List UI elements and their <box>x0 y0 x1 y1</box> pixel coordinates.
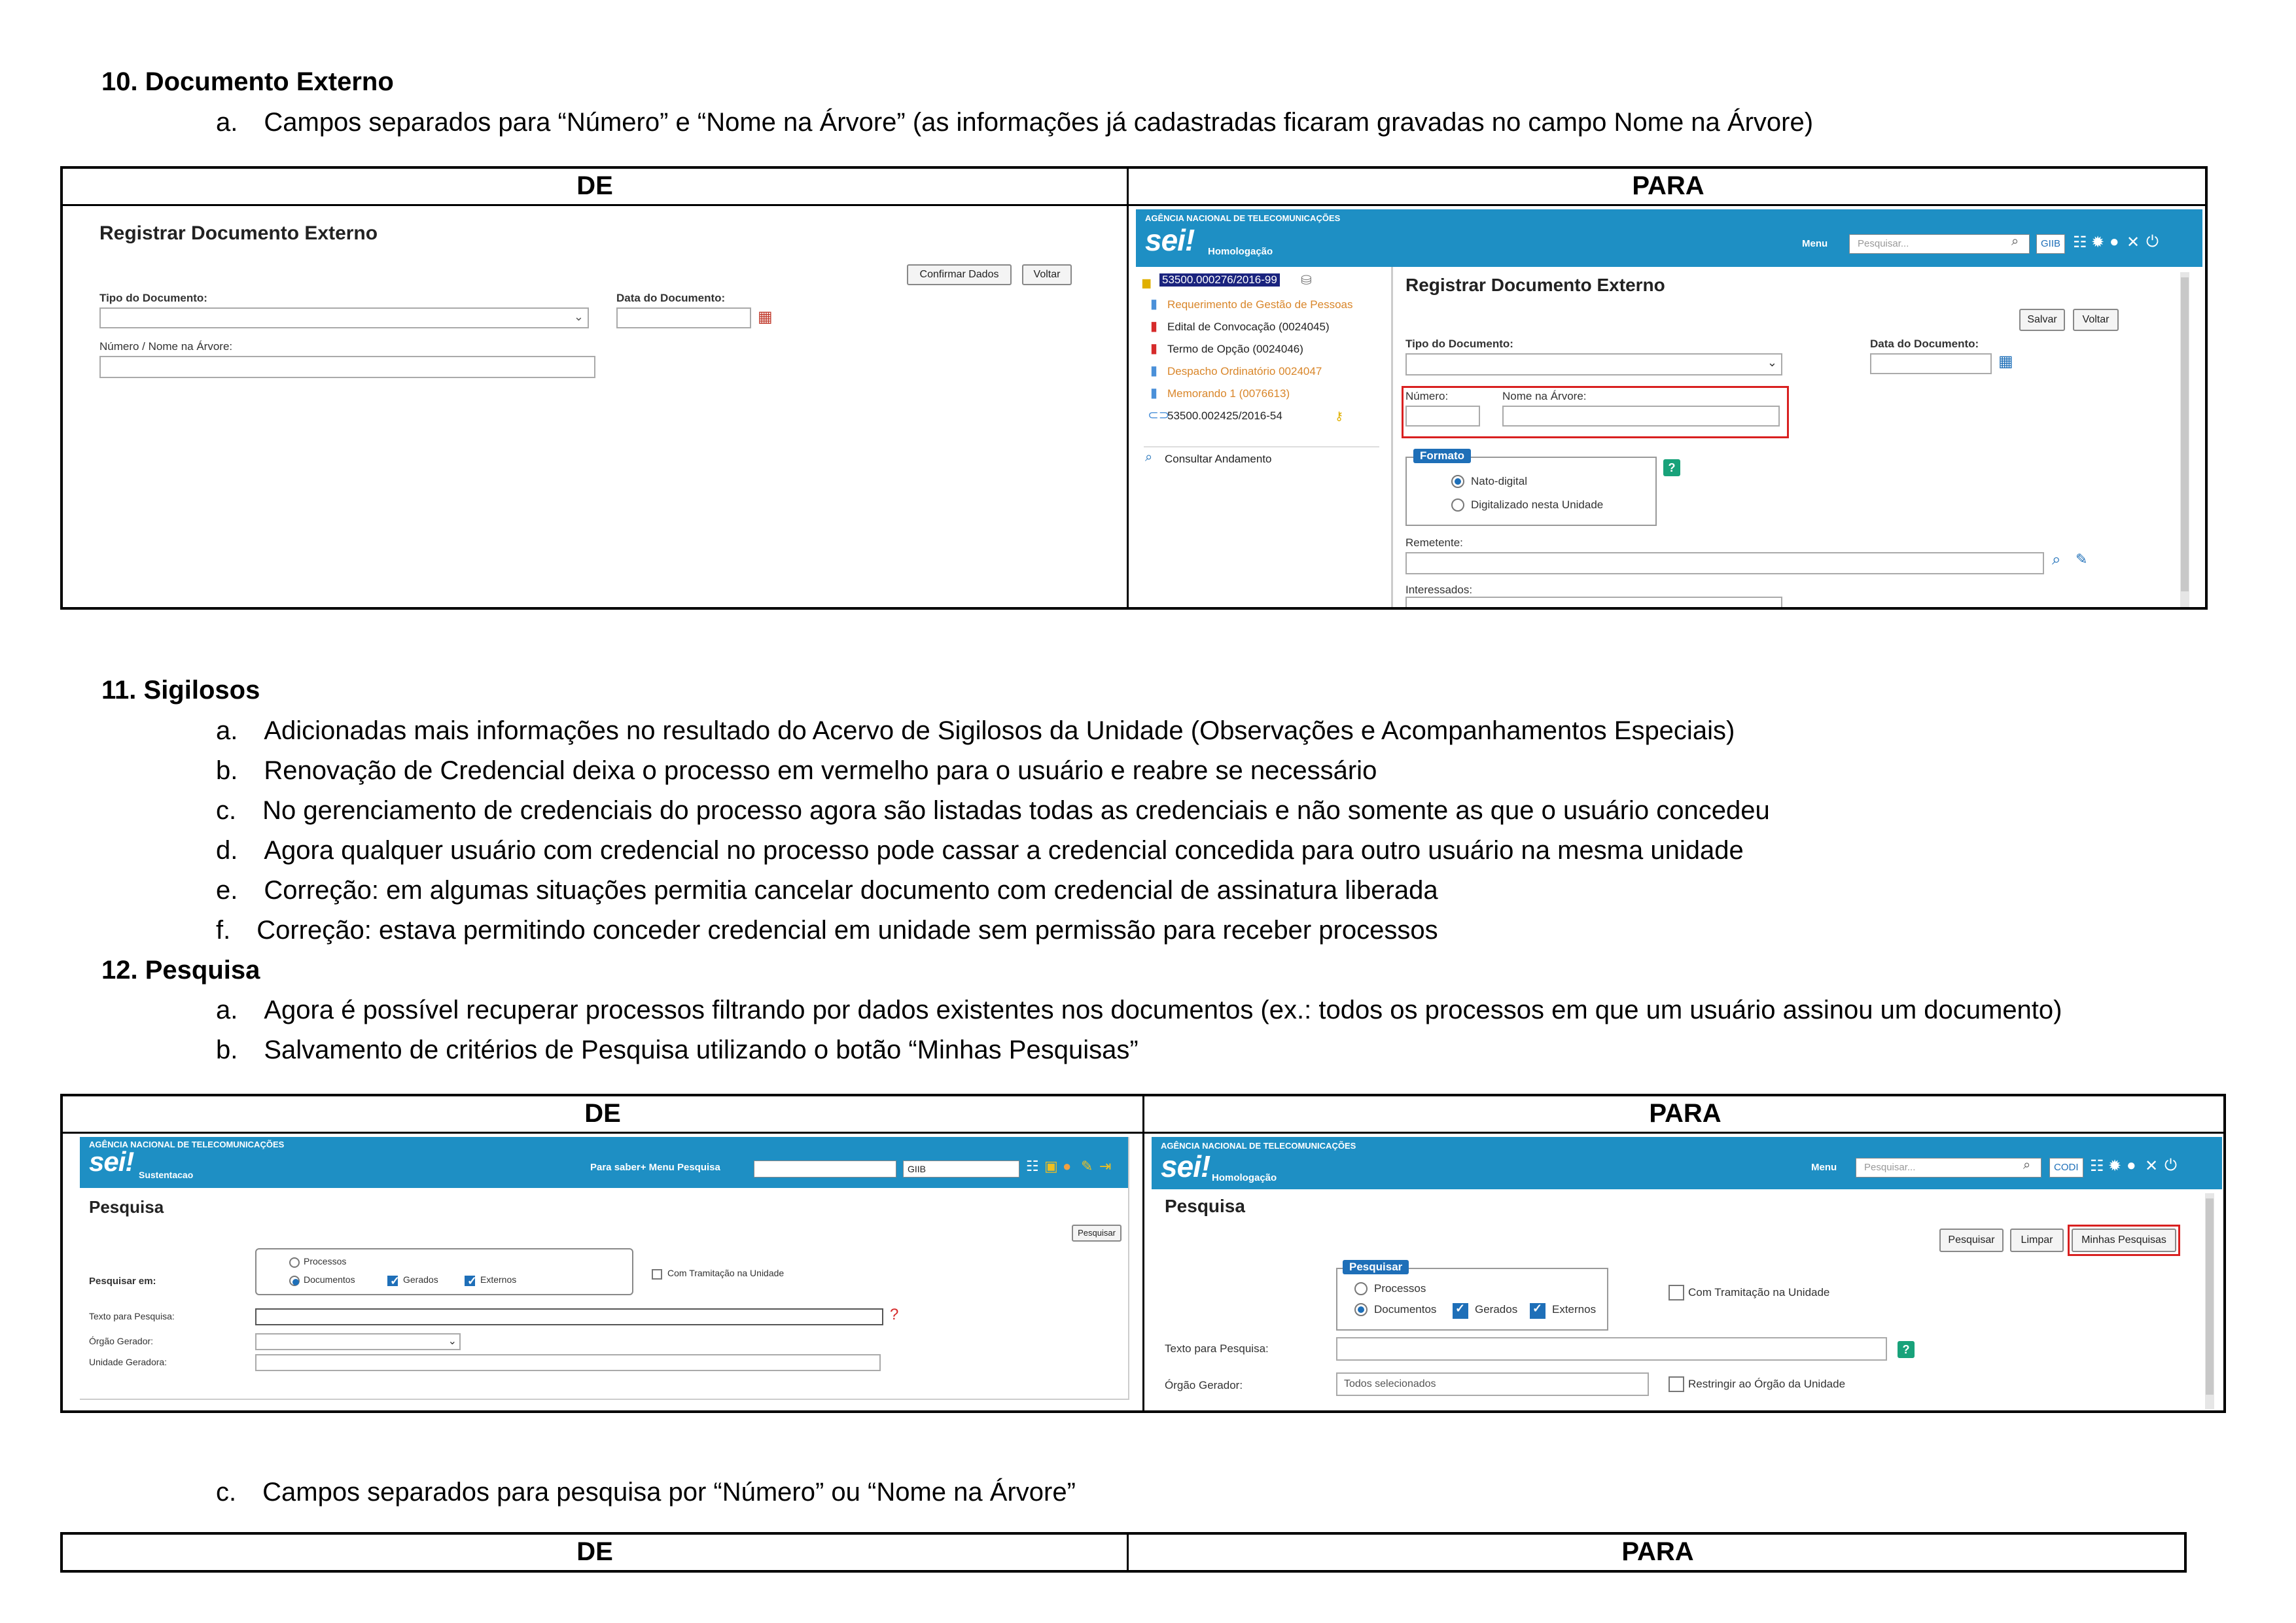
section-11-item-b: b. Renovação de Credencial deixa o processo em vermelho para o usuário e reabre se necessário <box>216 756 1377 785</box>
tree-item[interactable]: Edital de Convocação (0024045) <box>1167 321 1330 333</box>
interessados-label: Interessados: <box>1405 584 1473 596</box>
column-para: PARA <box>1632 171 1704 200</box>
radio-processos[interactable] <box>1354 1282 1368 1295</box>
search-button[interactable]: Pesquisar <box>1072 1225 1122 1242</box>
notification-icon[interactable]: ▣ <box>1044 1158 1058 1174</box>
save-button[interactable]: Salvar <box>2019 309 2065 331</box>
chevron-down-icon: ⌄ <box>448 1336 457 1347</box>
page-title: Registrar Documento Externo <box>1405 275 1665 295</box>
unidade-label: Unidade Geradora: <box>89 1357 168 1367</box>
radio-nato-label: Nato-digital <box>1471 475 1527 487</box>
help-icon[interactable]: ? <box>1898 1341 1915 1358</box>
radio-documentos[interactable] <box>1354 1303 1368 1316</box>
checkbox-gerados-label: Gerados <box>1475 1303 1518 1316</box>
scrollbar-thumb[interactable] <box>2206 1198 2214 1395</box>
environment-label: Homologação <box>1212 1172 1277 1183</box>
unit-select[interactable]: GIIB <box>903 1161 1019 1178</box>
search-input[interactable] <box>754 1161 896 1178</box>
radio-processos-label: Processos <box>1374 1282 1426 1295</box>
column-de: DE <box>576 1537 613 1566</box>
tipo-select[interactable] <box>99 307 589 328</box>
checkbox-tramitacao[interactable] <box>1669 1285 1684 1300</box>
agency-name: AGÊNCIA NACIONAL DE TELECOMUNICAÇÕES <box>1161 1141 1356 1151</box>
edit-icon[interactable]: ✎ <box>2075 551 2088 567</box>
texto-input[interactable] <box>1336 1337 1887 1361</box>
tipo-select[interactable] <box>1405 353 1782 375</box>
agency-name: AGÊNCIA NACIONAL DE TELECOMUNICAÇÕES <box>89 1140 285 1149</box>
orgao-label: Órgão Gerador: <box>89 1336 154 1346</box>
section-12-heading: 12. Pesquisa <box>101 956 260 985</box>
search-input[interactable]: Pesquisar... <box>1849 234 2030 254</box>
radio-documentos-label: Documentos <box>304 1274 355 1285</box>
search-in-fieldset <box>255 1248 633 1295</box>
radio-documentos[interactable] <box>289 1276 300 1286</box>
page-title: Registrar Documento Externo <box>99 222 378 244</box>
checkbox-externos-label: Externos <box>480 1274 517 1285</box>
user-icon[interactable]: ● <box>2110 233 2119 251</box>
checkbox-gerados-label: Gerados <box>403 1274 438 1285</box>
section-11-item-f: f. Correção: estava permitindo conceder credencial em unidade sem permissão para receber processos <box>216 916 1438 945</box>
checkbox-externos[interactable] <box>1530 1303 1545 1319</box>
sei-logo: sei! <box>1145 223 1195 257</box>
unit-select[interactable]: GIIB <box>2036 234 2065 254</box>
unidade-input[interactable] <box>255 1354 881 1371</box>
power-icon[interactable]: ⏻ <box>2164 1157 2177 1174</box>
app-header <box>1152 1137 2222 1189</box>
link-icon: ⊂⊃ <box>1148 408 1170 423</box>
checkbox-gerados[interactable] <box>387 1276 398 1286</box>
section-10-heading: 10. Documento Externo <box>101 67 394 96</box>
data-label: Data do Documento: <box>1870 338 1979 350</box>
comparison-table-2 <box>60 1094 2226 1413</box>
nome-label: Nome na Árvore: <box>1502 390 1587 402</box>
radio-digitalizado[interactable] <box>1451 498 1464 512</box>
help-icon[interactable]: ? <box>1663 459 1680 476</box>
calendar-icon[interactable]: ▦ <box>1998 353 2013 370</box>
nome-input[interactable] <box>1502 406 1780 427</box>
help-icon[interactable]: ? <box>890 1306 899 1323</box>
numero-label: Número: <box>1405 390 1449 402</box>
tree-item[interactable]: Memorando 1 (0076613) <box>1167 387 1290 400</box>
de-screenshot-pesquisa <box>80 1137 1129 1400</box>
formato-fieldset <box>1405 457 1657 526</box>
column-para: PARA <box>1621 1537 1694 1566</box>
database-icon: ⛁ <box>1301 273 1312 288</box>
header-divider <box>63 204 2205 206</box>
back-button[interactable]: Voltar <box>2073 309 2119 331</box>
pdf-icon: ▮ <box>1150 341 1158 356</box>
my-searches-button[interactable]: Minhas Pesquisas <box>2072 1229 2176 1252</box>
chevron-down-icon: ⌄ <box>1767 356 1777 369</box>
agency-name: AGÊNCIA NACIONAL DE TELECOMUNICAÇÕES <box>1145 213 1341 223</box>
section-11-item-c: c. No gerenciamento de credenciais do processo agora são listadas todas as credenciais e não somente as que o usuário concedeu <box>216 796 1770 825</box>
clear-button[interactable]: Limpar <box>2010 1229 2064 1252</box>
checkbox-gerados[interactable] <box>1453 1303 1468 1319</box>
scrollbar[interactable] <box>2205 1193 2214 1409</box>
checkbox-externos-label: Externos <box>1552 1303 1597 1316</box>
texto-label: Texto para Pesquisa: <box>89 1311 175 1321</box>
interessados-input[interactable] <box>1405 597 1782 610</box>
search-icon: ⌕ <box>1145 450 1153 464</box>
remetente-input[interactable] <box>1405 552 2044 574</box>
search-input[interactable]: Pesquisar... <box>1856 1158 2041 1178</box>
numero-label: Número / Nome na Árvore: <box>99 340 233 353</box>
search-in-label: Pesquisar em: <box>89 1276 156 1287</box>
page-title: Pesquisa <box>1165 1196 1245 1216</box>
section-11-item-e: e. Correção: em algumas situações permitia cancelar documento com credencial de assinatura liberada <box>216 876 1438 905</box>
orgao-label: Órgão Gerador: <box>1165 1379 1243 1391</box>
section-12-item-c: c. Campos separados para pesquisa por “Número” ou “Nome na Árvore” <box>216 1478 1076 1507</box>
section-11-heading: 11. Sigilosos <box>101 676 260 705</box>
de-screenshot-registrar <box>76 209 1123 602</box>
para-screenshot-pesquisa <box>1152 1137 2222 1409</box>
radio-digitalizado-label: Digitalizado nesta Unidade <box>1471 498 1604 511</box>
key-icon: ⚷ <box>1335 410 1344 423</box>
search-icon[interactable]: ⌕ <box>2011 234 2019 249</box>
tree-item[interactable]: Despacho Ordinatório 0024047 <box>1167 365 1322 377</box>
environment-label: Sustentacao <box>139 1170 194 1180</box>
comparison-table-1 <box>60 166 2208 610</box>
power-icon[interactable]: ⏻ <box>2146 233 2159 251</box>
numero-input[interactable] <box>99 356 595 378</box>
menu-link[interactable]: Menu <box>1802 238 1828 249</box>
document-icon: ▮ <box>1150 364 1158 378</box>
menu-link[interactable]: Menu <box>1811 1162 1837 1173</box>
section-10-item-a: a. Campos separados para “Número” e “Nome na Árvore” (as informações já cadastradas ficaram gravadas no campo Nome na Árvore) <box>216 108 1814 137</box>
chevron-down-icon: ⌄ <box>573 310 584 323</box>
tools-icon[interactable]: ✕ <box>2127 234 2140 251</box>
document-icon: ▮ <box>1150 297 1158 311</box>
radio-processos[interactable] <box>289 1257 300 1268</box>
search-icon[interactable]: ⌕ <box>2052 551 2061 568</box>
formato-legend: Formato <box>1413 449 1471 463</box>
comparison-table-3 <box>60 1532 2187 1573</box>
data-input[interactable] <box>1870 353 1992 374</box>
tree-item[interactable]: 53500.002425/2016-54 <box>1167 410 1282 422</box>
document-icon: ▮ <box>1150 386 1158 400</box>
radio-nato[interactable] <box>1451 475 1464 488</box>
folder-icon: ▆ <box>1142 277 1151 288</box>
sei-logo: sei! <box>89 1146 134 1177</box>
list-icon[interactable]: ☷ <box>2073 234 2087 251</box>
page-title: Pesquisa <box>89 1197 164 1217</box>
texto-input[interactable] <box>255 1308 883 1325</box>
tree-item[interactable]: Requerimento de Gestão de Pessoas <box>1167 298 1353 311</box>
gear-icon[interactable]: ✹ <box>2108 1157 2122 1175</box>
checkbox-tramitacao-label: Com Tramitação na Unidade <box>1688 1286 1830 1299</box>
user-icon[interactable]: ● <box>1063 1158 1072 1174</box>
remetente-label: Remetente: <box>1405 536 1463 549</box>
search-icon[interactable]: ⌕ <box>2023 1158 2031 1172</box>
sei-logo: sei! <box>1161 1149 1210 1183</box>
checkbox-tramitacao-label: Com Tramitação na Unidade <box>667 1268 785 1278</box>
back-button[interactable]: Voltar <box>1022 264 1072 285</box>
scrollbar[interactable] <box>2180 272 2189 610</box>
consult-link[interactable]: Consultar Andamento <box>1165 453 1272 465</box>
data-label: Data do Documento: <box>616 292 726 304</box>
orgao-select[interactable]: Todos selecionados <box>1336 1372 1649 1396</box>
data-input[interactable] <box>616 307 751 328</box>
section-11-item-d: d. Agora qualquer usuário com credencial no processo pode cassar a credencial concedida para outro usuário na mesma unidade <box>216 836 1744 865</box>
tipo-label: Tipo do Documento: <box>99 292 207 304</box>
nav-links[interactable]: Para saber+ Menu Pesquisa <box>590 1162 720 1173</box>
process-tree <box>1136 267 1393 610</box>
calendar-icon[interactable]: ▦ <box>758 308 773 326</box>
gear-icon[interactable]: ✹ <box>2091 234 2105 251</box>
process-number[interactable]: 53500.000276/2016-99 <box>1159 273 1280 287</box>
column-de: DE <box>584 1099 621 1128</box>
pesquisar-fieldset <box>1336 1268 1608 1331</box>
texto-label: Texto para Pesquisa: <box>1165 1342 1269 1355</box>
column-de: DE <box>576 171 613 200</box>
numero-input[interactable] <box>1405 406 1480 427</box>
user-icon[interactable]: ● <box>2127 1157 2136 1174</box>
section-12-item-b: b. Salvamento de critérios de Pesquisa utilizando o botão “Minhas Pesquisas” <box>216 1036 1139 1064</box>
exit-icon[interactable]: ⇥ <box>1099 1158 1112 1174</box>
environment-label: Homologação <box>1208 246 1273 257</box>
list-icon[interactable]: ☷ <box>1026 1158 1039 1174</box>
tools-icon[interactable]: ✕ <box>2145 1157 2159 1175</box>
tree-divider <box>1144 446 1379 447</box>
pdf-icon: ▮ <box>1150 319 1158 334</box>
section-12-item-a: a. Agora é possível recuperar processos filtrando por dados existentes nos documentos (ex.: todos os processos em que um usuário assinou um documento) <box>216 996 2062 1024</box>
confirm-button[interactable]: Confirmar Dados <box>907 264 1012 285</box>
column-para: PARA <box>1649 1099 1722 1128</box>
tree-item[interactable]: Termo de Opção (0024046) <box>1167 343 1303 355</box>
list-icon[interactable]: ☷ <box>2090 1157 2104 1175</box>
search-button[interactable]: Pesquisar <box>1939 1229 2004 1252</box>
pesquisar-legend: Pesquisar <box>1343 1260 1409 1274</box>
para-screenshot-registrar <box>1136 209 2202 610</box>
app-header <box>80 1137 1128 1188</box>
orgao-select[interactable] <box>255 1333 461 1350</box>
checkbox-tramitacao[interactable] <box>652 1269 662 1280</box>
tipo-label: Tipo do Documento: <box>1405 338 1513 350</box>
radio-processos-label: Processos <box>304 1256 347 1266</box>
checkbox-restringir[interactable] <box>1669 1376 1684 1392</box>
tools-icon[interactable]: ✎ <box>1081 1158 1093 1174</box>
unit-select[interactable]: CODI <box>2049 1158 2083 1178</box>
scrollbar-thumb[interactable] <box>2181 277 2189 591</box>
checkbox-restringir-label: Restringir ao Órgão da Unidade <box>1688 1378 1846 1390</box>
checkbox-externos[interactable] <box>465 1276 475 1286</box>
radio-documentos-label: Documentos <box>1374 1303 1437 1316</box>
column-divider <box>1127 169 1129 607</box>
column-divider <box>1142 1096 1144 1410</box>
section-11-item-a: a. Adicionadas mais informações no resultado do Acervo de Sigilosos da Unidade (Observações e Acompanhamentos Especiais) <box>216 716 1735 745</box>
app-header <box>1136 209 2202 267</box>
